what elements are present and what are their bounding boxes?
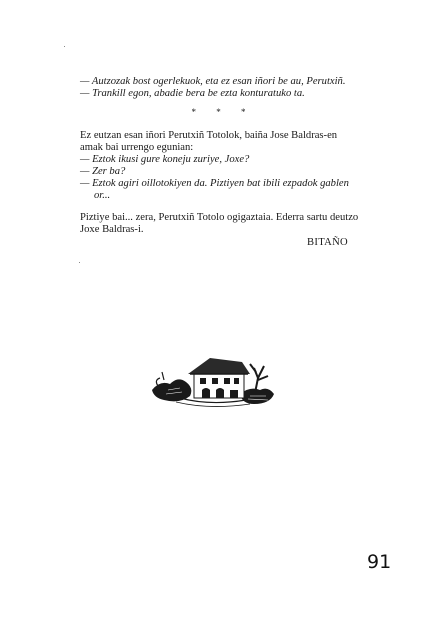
dialogue-line: — Trankill egon, abadie bera be ezta konturatuko ta.: [80, 88, 305, 99]
dialogue-line: — Zer ba?: [80, 166, 126, 177]
section-separator: * * *: [191, 107, 255, 117]
dialogue-line: — Eztok agiri oillotokiyen da. Piztiyen bat ibili ezpadok gablen: [80, 178, 349, 189]
paragraph-line: Piztiye bai... zera, Perutxiñ Totolo ogigaztaia. Ederra sartu deutzo: [80, 212, 359, 223]
dialogue-line: — Autzozak bost ogerlekuok, eta ez esan iñori be au, Perutxiñ.: [80, 76, 346, 87]
paragraph-line: Joxe Baldras-i.: [80, 224, 144, 235]
page-number: 91: [367, 551, 392, 573]
paragraph-line: Ez eutzan esan iñori Perutxiñ Totolok, baiña Jose Baldras-en: [80, 130, 338, 141]
paragraph-line: amak bai urrengo egunian:: [80, 142, 194, 153]
dialogue-line: or...: [94, 190, 111, 201]
speck: [64, 46, 65, 47]
speck: [79, 262, 80, 263]
author-signature: BITAÑO: [307, 237, 348, 248]
dialogue-line: — Eztok ikusi gure koneju zuriye, Joxe?: [80, 154, 250, 165]
farmhouse-illustration: [150, 350, 280, 410]
